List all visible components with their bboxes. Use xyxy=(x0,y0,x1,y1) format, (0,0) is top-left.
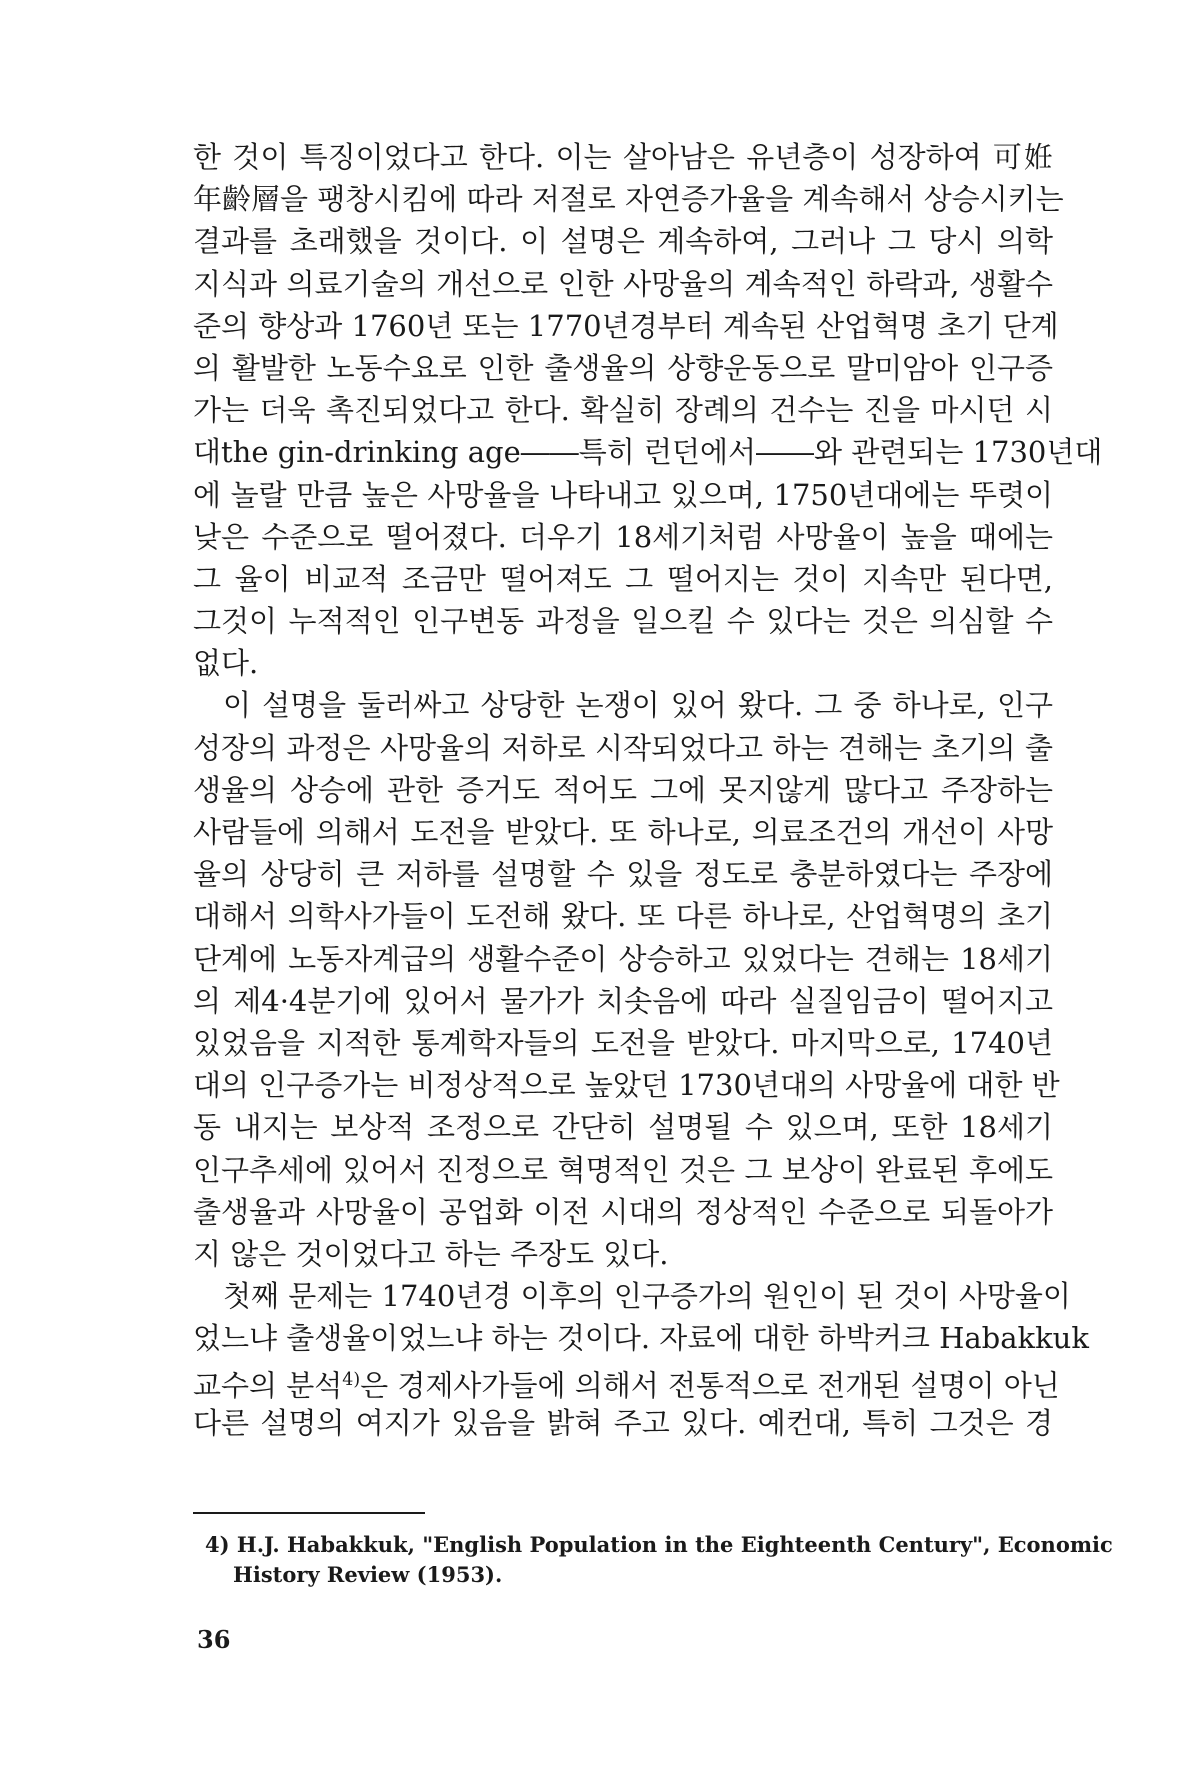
text-line: 가는 더욱 촉진되었다고 한다. 확실히 장례의 건수는 진을 마시던 시 xyxy=(193,393,1053,428)
footnote xyxy=(205,1530,1113,1590)
text-line: 의 제4·4분기에 있어서 물가가 치솟음에 따라 실질임금이 떨어지고 xyxy=(193,983,1053,1018)
text-line: 지 않은 것이었다고 하는 주장도 있다. xyxy=(193,1236,669,1271)
footnote-divider xyxy=(193,1512,425,1514)
text-line: 있었음을 지적한 통계학자들의 도전을 받았다. 마지막으로, 1740년 xyxy=(193,1025,1053,1060)
text-segment: 은 경제사가들에 의해서 전통적으로 전개된 설명이 아닌 xyxy=(360,1369,1060,1404)
text-line: 없다. xyxy=(193,646,259,681)
text-line: 다른 설명의 여지가 있음을 밝혀 주고 있다. 예컨대, 특히 그것은 경 xyxy=(193,1405,1053,1440)
text-line: 한 것이 특징이었다고 한다. 이는 살아남은 유년층이 성장하여 可姙 xyxy=(193,140,1053,174)
text-line: 출생율과 사망율이 공업화 이전 시대의 정상적인 수준으로 되돌아가 xyxy=(193,1194,1053,1229)
body-text xyxy=(193,136,1103,1444)
text-line: 결과를 초래했을 것이다. 이 설명은 계속하여, 그러나 그 당시 의학 xyxy=(193,224,1053,259)
footnote-reference: 4) xyxy=(342,1370,361,1391)
text-segment: 교수의 분석 xyxy=(193,1369,343,1404)
text-line: 대의 인구증가는 비정상적으로 높았던 1730년대의 사망율에 대한 반 xyxy=(193,1068,1060,1103)
text-line: 그것이 누적적인 인구변동 과정을 일으킬 수 있다는 것은 의심할 수 xyxy=(193,604,1053,639)
text-line: 지식과 의료기술의 개선으로 인한 사망율의 계속적인 하락과, 생활수 xyxy=(193,266,1053,301)
text-line: 단계에 노동자계급의 생활수준이 상승하고 있었다는 견해는 18세기 xyxy=(193,941,1053,976)
text-line: 첫째 문제는 1740년경 이후의 인구증가의 원인이 된 것이 사망율이 xyxy=(223,1279,1071,1314)
text-line: 율의 상당히 큰 저하를 설명할 수 있을 정도로 충분하였다는 주장에 xyxy=(193,857,1053,892)
text-line: 동 내지는 보상적 조정으로 간단히 설명될 수 있으며, 또한 18세기 xyxy=(193,1110,1053,1145)
text-line: 사람들에 의해서 도전을 받았다. 또 하나로, 의료조건의 개선이 사망 xyxy=(193,815,1053,849)
text-line: 그 율이 비교적 조금만 떨어져도 그 떨어지는 것이 지속만 된다면, xyxy=(193,561,1053,596)
text-line: 의 활발한 노동수요로 인한 출생율의 상향운동으로 말미암아 인구증 xyxy=(193,350,1053,385)
text-line: 인구추세에 있어서 진정으로 혁명적인 것은 그 보상이 완료된 후에도 xyxy=(193,1152,1053,1187)
text-line: 대해서 의학사가들이 도전해 왔다. 또 다른 하나로, 산업혁명의 초기 xyxy=(193,899,1053,934)
text-line: 이 설명을 둘러싸고 상당한 논쟁이 있어 왔다. 그 중 하나로, 인구 xyxy=(223,688,1053,723)
text-line: 준의 향상과 1760년 또는 1770년경부터 계속된 산업혁명 초기 단계 xyxy=(193,308,1059,343)
text-line: 대the gin-drinking age――특히 런던에서――와 관련되는 1730년대 xyxy=(193,435,1103,470)
text-line-with-footnote-ref xyxy=(193,1359,1060,1404)
text-line: 성장의 과정은 사망율의 저하로 시작되었다고 하는 견해는 초기의 출 xyxy=(193,730,1053,765)
text-line: 생율의 상승에 관한 증거도 적어도 그에 못지않게 많다고 주장하는 xyxy=(193,772,1053,807)
text-line: 낮은 수준으로 떨어졌다. 더우기 18세기처럼 사망율이 높을 때에는 xyxy=(193,519,1053,554)
footnote-line: 4) H.J. Habakkuk, "English Population in the Eighteenth Century", Economic xyxy=(205,1532,1113,1557)
page-number: 36 xyxy=(197,1625,231,1654)
footnote-line: History Review (1953). xyxy=(233,1562,503,1587)
text-line: 에 놀랄 만큼 높은 사망율을 나타내고 있으며, 1750년대에는 뚜렷이 xyxy=(193,477,1053,512)
text-line: 年齡層을 팽창시킴에 따라 저절로 자연증가율을 계속해서 상승시키는 xyxy=(193,182,1064,217)
text-line: 었느냐 출생율이었느냐 하는 것이다. 자료에 대한 하박커크 Habakkuk xyxy=(193,1321,1089,1356)
